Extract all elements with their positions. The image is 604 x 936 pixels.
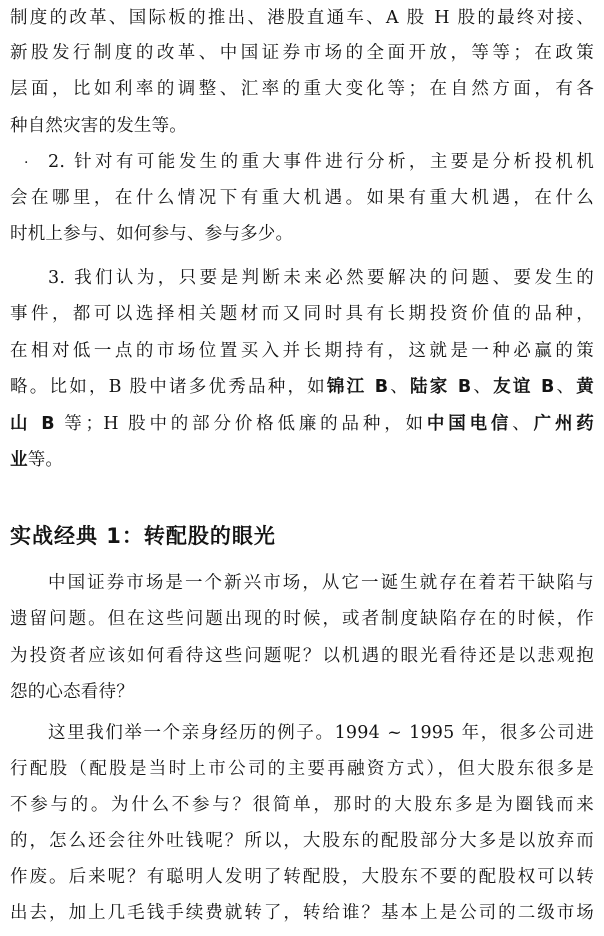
paragraph-3-line-6 bbox=[10, 444, 594, 476]
stock-name-jinjiang-b: 锦江 B bbox=[326, 377, 389, 397]
line-4-sep-2: 、 bbox=[471, 377, 494, 397]
paragraph-5-line-3: 不参与的。为什么不参与？很简单，那时的大股东多是为圈钱而来 bbox=[10, 795, 594, 815]
stock-name-youyi-b: 友谊 B bbox=[493, 377, 555, 397]
paragraph-5-line-5: 作废。后来呢？有聪明人发明了转配股，大股东不要的配股权可以转 bbox=[10, 867, 594, 887]
paragraph-5-line-4: 的，怎么还会往外吐钱呢？所以，大股东的配股部分大多是以放弃而 bbox=[10, 831, 594, 851]
line-6-text-b: 等。 bbox=[27, 450, 64, 470]
paragraph-4-line-2: 遗留问题。但在这些问题出现的时候，或者制度缺陷存在的时候，作 bbox=[10, 609, 594, 629]
stock-name-huangshan-b-part-1: 黄 bbox=[576, 377, 594, 397]
paragraph-3-line-2: 事件，都可以选择相关题材而又同时具有长期投资价值的品种， bbox=[10, 304, 594, 324]
paragraph-2-line-1: 2. 针对有可能发生的重大事件进行分析，主要是分析投机机 bbox=[48, 152, 594, 172]
paragraph-4-line-4: 怨的心态看待？ bbox=[10, 682, 134, 702]
paragraph-5-line-1: 这里我们举一个亲身经历的例子。1994 ~ 1995 年，很多公司进 bbox=[48, 723, 594, 743]
stock-name-china-telecom: 中国电信 bbox=[426, 414, 513, 434]
stock-name-huangshan-b-part-2: 山 B bbox=[10, 414, 55, 434]
paragraph-3-line-1: 3. 我们认为，只要是判断未来必然要解决的问题、要发生的 bbox=[48, 268, 594, 288]
stock-name-lujia-b: 陆家 B bbox=[410, 377, 472, 397]
paragraph-1-line-3: 层面，比如利率的调整、汇率的重大变化等；在自然方面，有各 bbox=[10, 79, 594, 99]
paragraph-2-line-2: 会在哪里，在什么情况下有重大机遇。如果有重大机遇，在什么 bbox=[10, 188, 594, 208]
section-heading: 实战经典 1：转配股的眼光 bbox=[10, 524, 276, 548]
line-4-sep-3: 、 bbox=[554, 377, 577, 397]
paragraph-1-line-1: 制度的改革、国际板的推出、港股直通车、A 股 H 股的最终对接、 bbox=[10, 8, 594, 28]
stock-name-guangzhou-pharma-part-2: 业 bbox=[10, 450, 28, 470]
paragraph-2-line-3: 时机上参与、如何参与、参与多少。 bbox=[10, 224, 294, 244]
paragraph-3-line-5 bbox=[10, 408, 594, 440]
paragraph-5-line-6: 出去，加上几毛钱手续费就转了，转给谁？基本上是公司的二级市场 bbox=[10, 903, 594, 923]
paragraph-4-line-1: 中国证券市场是一个新兴市场，从它一诞生就存在着若干缺陷与 bbox=[48, 573, 594, 593]
paragraph-3-line-4 bbox=[10, 371, 594, 403]
paragraph-4-line-3: 为投资者应该如何看待这些问题呢？以机遇的眼光看待还是以悲观抱 bbox=[10, 646, 594, 666]
line-5-text-b: 等；H 股中的部分价格低廉的品种，如 bbox=[54, 414, 427, 434]
line-4-sep-1: 、 bbox=[388, 377, 411, 397]
paragraph-3-line-3: 在相对低一点的市场位置买入并长期持有，这就是一种必赢的策 bbox=[10, 341, 594, 361]
paragraph-1-line-4: 种自然灾害的发生等。 bbox=[10, 116, 187, 136]
stock-name-guangzhou-pharma-part-1: 广州药 bbox=[533, 414, 594, 434]
line-4-text-a: 略。比如，B 股中诸多优秀品种，如 bbox=[10, 377, 327, 397]
line-5-sep: 、 bbox=[512, 414, 534, 434]
stray-dot-mark: · bbox=[24, 155, 29, 171]
paragraph-5-line-2: 行配股（配股是当时上市公司的主要再融资方式），但大股东很多是 bbox=[10, 759, 594, 779]
paragraph-1-line-2: 新股发行制度的改革、中国证券市场的全面开放，等等；在政策 bbox=[10, 43, 594, 63]
